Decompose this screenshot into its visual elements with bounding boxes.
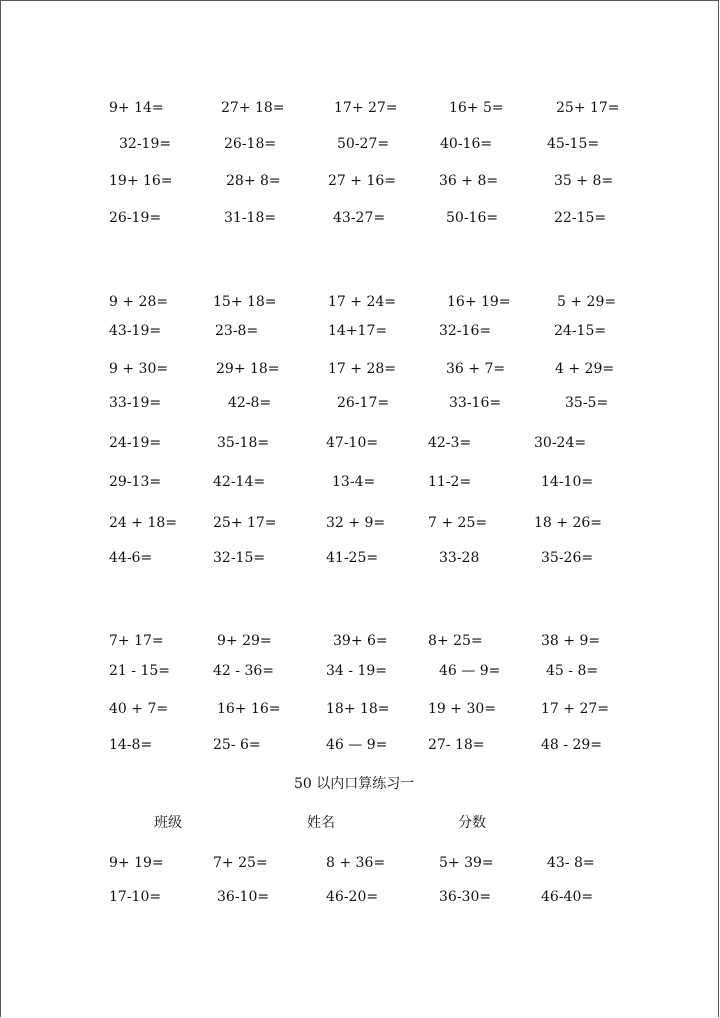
problem: 16+ 19=: [447, 294, 511, 310]
problem: 28+ 8=: [226, 173, 281, 189]
class-label: 班级: [154, 815, 182, 831]
problem-row: [1, 472, 720, 492]
problem: 33-19=: [109, 395, 162, 411]
problem: 26-18=: [224, 136, 277, 152]
problem: 46-40=: [541, 889, 594, 905]
problem: 43-27=: [333, 210, 386, 226]
problem: 36-10=: [217, 889, 270, 905]
problem: 42-8=: [228, 395, 272, 411]
problem: 23-8=: [215, 323, 259, 339]
problem-row: [1, 171, 720, 191]
problem: 43- 8=: [547, 855, 595, 871]
problem: 47-10=: [326, 435, 379, 451]
problem: 29-13=: [109, 474, 162, 490]
problem: 45-15=: [547, 136, 600, 152]
problem: 40 + 7=: [109, 701, 169, 717]
problem: 17 + 24=: [328, 294, 396, 310]
problem: 33-28: [439, 550, 480, 566]
problem-row: [1, 321, 720, 341]
problem: 43-19=: [109, 323, 162, 339]
problem: 33-16=: [449, 395, 502, 411]
problem: 50-16=: [446, 210, 499, 226]
problem: 42 - 36=: [213, 663, 274, 679]
problem: 14+17=: [328, 323, 388, 339]
problem-row: [1, 292, 720, 312]
problem-row: [1, 661, 720, 681]
page-title: 50 以内口算练习一: [294, 776, 415, 792]
problem: 36 + 7=: [446, 361, 506, 377]
problem: 27 + 16=: [328, 173, 396, 189]
problem: 31-18=: [224, 210, 277, 226]
problem: 7+ 17=: [109, 633, 164, 649]
problem: 5 + 29=: [557, 294, 617, 310]
problem: 24-15=: [554, 323, 607, 339]
problem: 25+ 17=: [213, 515, 277, 531]
problem: 7+ 25=: [213, 855, 268, 871]
problem-row: [1, 393, 720, 413]
problem-row: [1, 98, 720, 118]
problem: 46 — 9=: [326, 737, 388, 753]
problem-row: [1, 208, 720, 228]
problem: 25+ 17=: [556, 100, 620, 116]
problem: 41-25=: [326, 550, 379, 566]
problem: 36 + 8=: [439, 173, 499, 189]
problem: 24 + 18=: [109, 515, 177, 531]
problem: 19 + 30=: [428, 701, 496, 717]
problem: 39+ 6=: [333, 633, 388, 649]
problem: 34 - 19=: [326, 663, 387, 679]
problem: 27- 18=: [428, 737, 485, 753]
problem: 17 + 28=: [328, 361, 396, 377]
problem: 32-15=: [213, 550, 266, 566]
problem-row: [1, 433, 720, 453]
problem: 42-3=: [428, 435, 472, 451]
problem: 36-30=: [439, 889, 492, 905]
problem: 21 - 15=: [109, 663, 170, 679]
problem: 4 + 29=: [555, 361, 615, 377]
problem: 42-14=: [213, 474, 266, 490]
problem-row: [1, 699, 720, 719]
problem: 35 + 8=: [554, 173, 614, 189]
problem: 29+ 18=: [216, 361, 280, 377]
score-label: 分数: [458, 815, 486, 831]
problem: 46-20=: [326, 889, 379, 905]
problem-row: [1, 887, 720, 907]
problem: 35-5=: [565, 395, 609, 411]
problem: 16+ 5=: [449, 100, 504, 116]
problem: 18+ 18=: [326, 701, 390, 717]
problem: 24-19=: [109, 435, 162, 451]
problem: 17-10=: [109, 889, 162, 905]
problem: 45 - 8=: [546, 663, 599, 679]
problem: 9+ 14=: [109, 100, 164, 116]
problem: 9+ 19=: [109, 855, 164, 871]
problem: 9 + 28=: [109, 294, 169, 310]
problem: 13-4=: [332, 474, 376, 490]
problem: 22-15=: [554, 210, 607, 226]
problem-row: [1, 631, 720, 651]
problem: 17 + 27=: [541, 701, 609, 717]
problem: 50-27=: [337, 136, 390, 152]
problem-row: [1, 134, 720, 154]
problem: 9+ 29=: [217, 633, 272, 649]
problem: 25- 6=: [213, 737, 261, 753]
problem: 30-24=: [534, 435, 587, 451]
problem: 32 + 9=: [326, 515, 386, 531]
problem: 16+ 16=: [217, 701, 281, 717]
problem: 8 + 36=: [326, 855, 386, 871]
problem: 26-19=: [109, 210, 162, 226]
problem: 17+ 27=: [334, 100, 398, 116]
problem: 35-18=: [217, 435, 270, 451]
problem: 32-16=: [439, 323, 492, 339]
name-label: 姓名: [307, 815, 335, 831]
problem: 32-19=: [119, 136, 172, 152]
problem: 14-10=: [541, 474, 594, 490]
problem: 38 + 9=: [541, 633, 601, 649]
problem-row: [1, 853, 720, 873]
problem: 26-17=: [337, 395, 390, 411]
problem-row: [1, 735, 720, 755]
problem: 27+ 18=: [221, 100, 285, 116]
problem: 11-2=: [428, 474, 472, 490]
problem: 9 + 30=: [109, 361, 169, 377]
problem: 15+ 18=: [213, 294, 277, 310]
problem: 40-16=: [440, 136, 493, 152]
problem: 19+ 16=: [109, 173, 173, 189]
problem: 8+ 25=: [428, 633, 483, 649]
problem: 44-6=: [109, 550, 153, 566]
problem-row: [1, 548, 720, 568]
problem: 48 - 29=: [541, 737, 602, 753]
problem: 35-26=: [541, 550, 594, 566]
problem: 7 + 25=: [428, 515, 488, 531]
problem: 5+ 39=: [439, 855, 494, 871]
problem-row: [1, 513, 720, 533]
problem: 46 — 9=: [439, 663, 501, 679]
problem-row: [1, 359, 720, 379]
problem: 14-8=: [109, 737, 153, 753]
problem: 18 + 26=: [534, 515, 602, 531]
